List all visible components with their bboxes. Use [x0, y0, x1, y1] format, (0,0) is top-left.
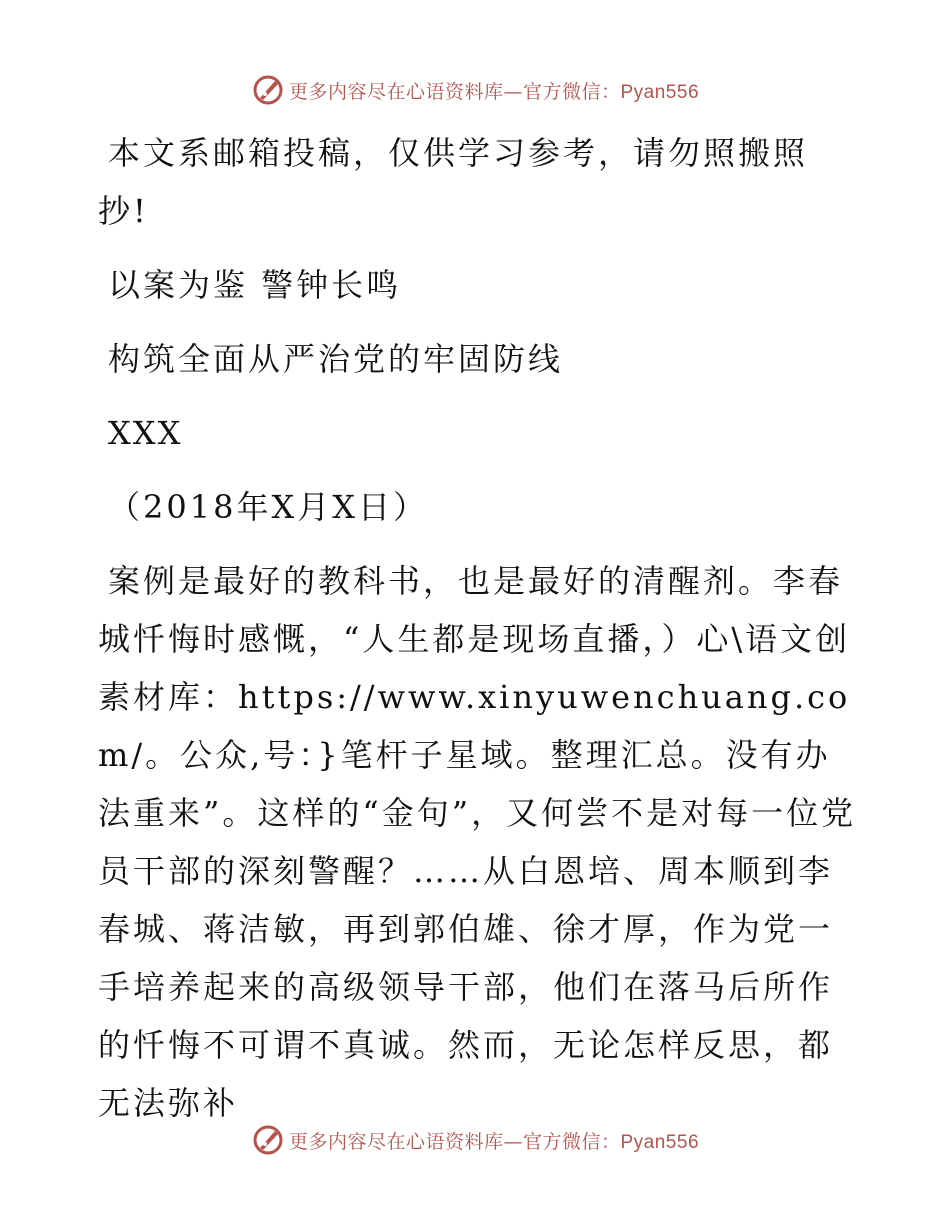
watermark-site-text: 更多内容尽在心语资料库	[288, 1130, 504, 1153]
pen-nib-logo-icon	[251, 1123, 285, 1157]
header-watermark	[0, 70, 950, 110]
body-paragraph: 案例是最好的教科书，也是最好的清醒剂。李春城忏悔时感慨，“人生都是现场直播，）心\语文创素材库：https://www.xinyuwenchuang.com/。公众,号：}笔杆子星域。整理汇总。没有办法重来”。这样的“金句”，又何尝不是对每一位党员干部的深刻警醒？……从白恩培、周本顺到李春城、蒋洁敏，再到郭伯雄、徐才厚，作为党一手培养起来的高级领导干部，他们在落马后所作的忏悔不可谓不真诚。然而，无论怎样反思，都无法弥补	[98, 562, 857, 1122]
watermark-wechat-label: 官方微信：	[522, 80, 621, 103]
notice-text: 本文系邮箱投稿，仅供学习参考，请勿照搬照抄!	[98, 134, 809, 230]
watermark-text	[289, 77, 699, 104]
document-date: （2018年X月X日）	[108, 488, 429, 526]
watermark-site-text: 更多内容尽在心语资料库	[288, 80, 504, 103]
document-body	[98, 124, 858, 1132]
author-name: XXX	[108, 414, 183, 452]
watermark-separator: —	[503, 1130, 523, 1153]
title-line-1: 以案为鉴 警钟长鸣	[108, 266, 402, 304]
watermark-separator: —	[503, 80, 523, 103]
watermark-text	[289, 1127, 699, 1154]
watermark-wechat-id: Pyan556	[620, 1131, 700, 1153]
pen-nib-logo-icon	[251, 73, 285, 107]
title-line-2: 构筑全面从严治党的牢固防线	[108, 340, 564, 378]
watermark-wechat-id: Pyan556	[620, 81, 700, 103]
watermark-wechat-label: 官方微信：	[522, 1130, 621, 1153]
footer-watermark	[0, 1120, 950, 1160]
